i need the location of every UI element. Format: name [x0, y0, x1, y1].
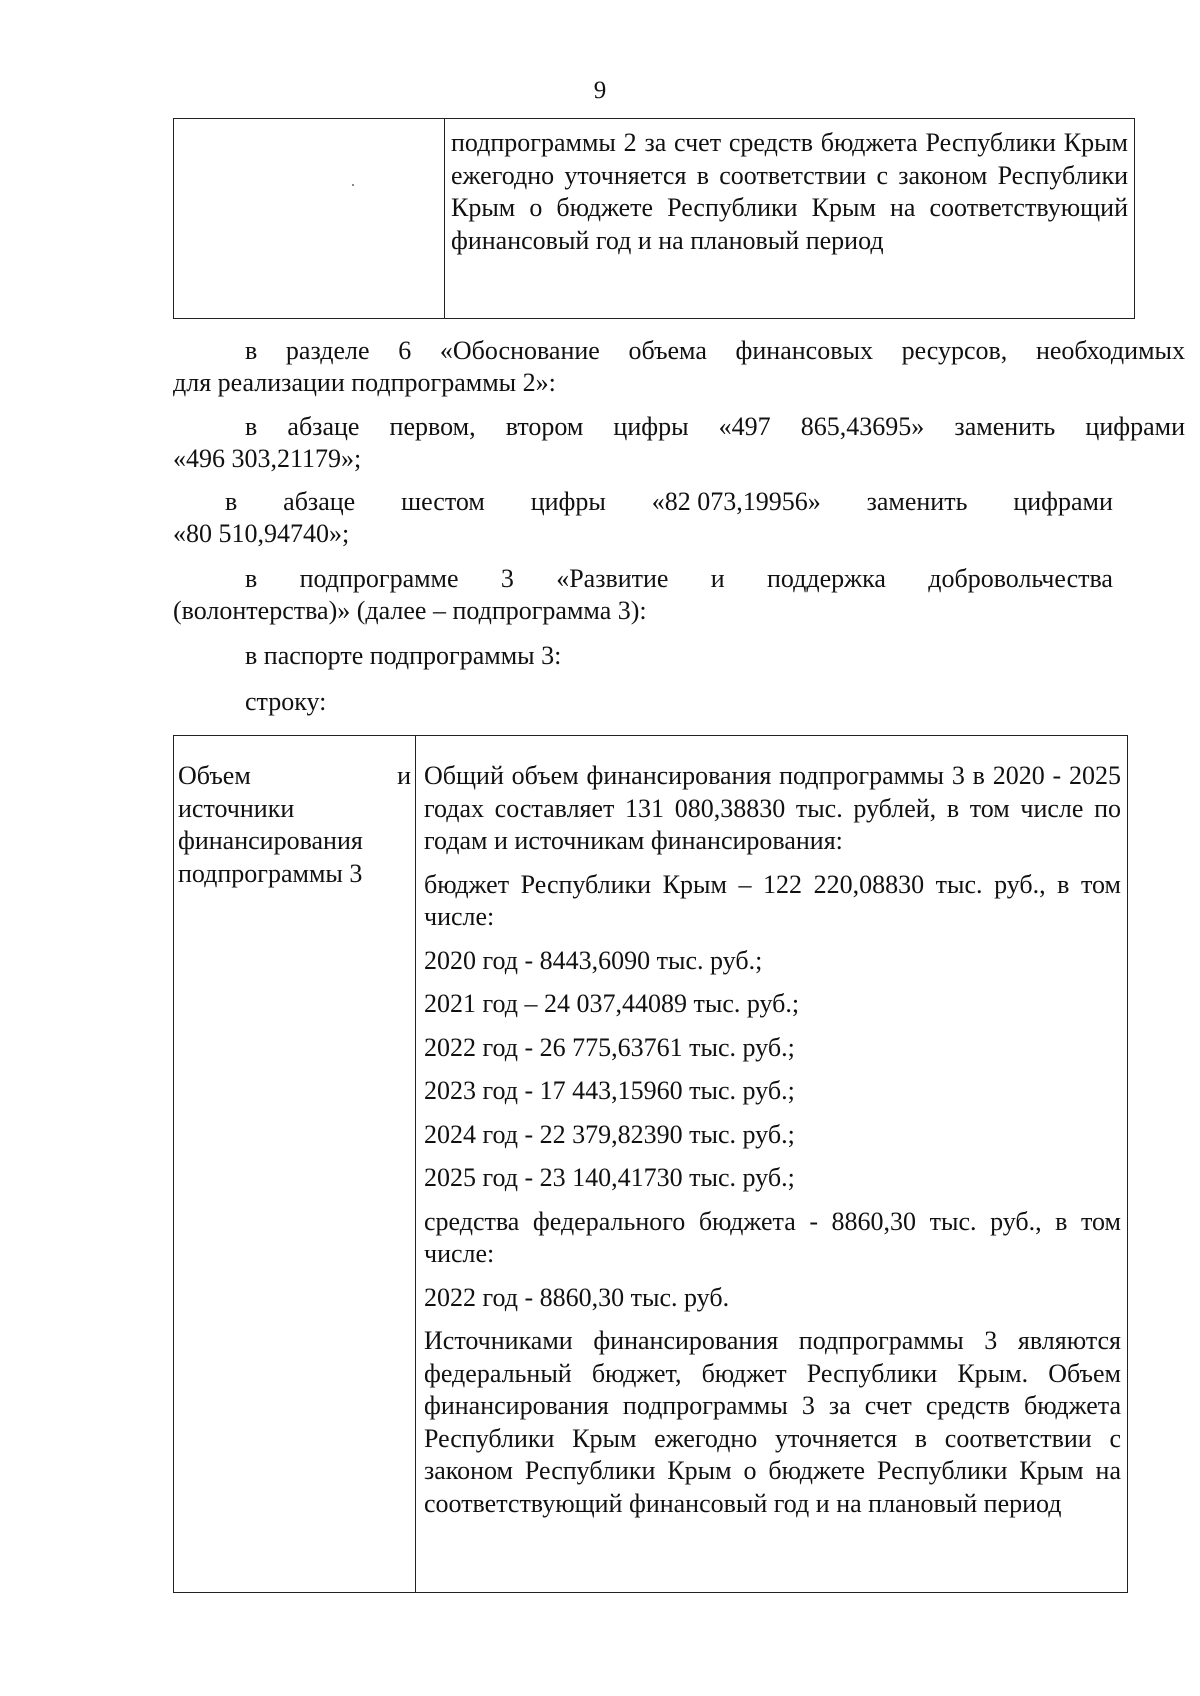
- financing-year-2025: 2025 год - 23 140,41730 тыс. руб.;: [424, 1163, 795, 1192]
- heading-word: и: [397, 761, 411, 790]
- table1-right-cell: [445, 119, 1135, 319]
- financing-heading-line-1: [178, 760, 411, 793]
- p3-word: абзаце: [283, 487, 356, 516]
- financing-year-2022: 2022 год - 26 775,63761 тыс. руб.;: [424, 1032, 795, 1062]
- financing-federal-2022: 2022 год - 8860,30 тыс. руб.: [424, 1282, 730, 1312]
- paragraph-subprogram-3-line-1: [245, 563, 1113, 595]
- paragraph-sixth-line-1: [225, 486, 1113, 518]
- p4-word: и: [710, 564, 725, 593]
- paragraph-passport: в паспорте подпрограммы 3:: [245, 641, 562, 670]
- paragraph-sixth-line-2: «80 510,94740»;: [173, 519, 350, 548]
- p3-word: шестом: [401, 487, 485, 516]
- table2-right-cell: [416, 736, 1128, 1593]
- p4-word: в: [245, 564, 258, 593]
- paragraph-first-second: [173, 411, 1185, 475]
- passport-financing-table: [173, 735, 1128, 1593]
- table1-right-text: подпрограммы 2 за счет средств бюджета Республики Крым ежегодно уточняется в соответствии с законом Республики Крым о бюджете Республики Крым на соответствующий финансовый год и на плановый период: [451, 128, 1128, 255]
- paragraph-first-second-line-1: в абзаце первом, втором цифры «497 865,43695» заменить цифрами: [245, 412, 1185, 441]
- table1-left-cell: [174, 119, 445, 319]
- p4-word: подпрограмме: [299, 564, 459, 593]
- financing-crimea-budget: бюджет Республики Крым – 122 220,08830 тыс. руб., в том числе:: [424, 869, 1121, 931]
- paragraph-sixth: [173, 486, 1113, 550]
- paragraph-subprogram-3: [173, 563, 1113, 627]
- paragraph-section-6: [173, 335, 1185, 399]
- financing-year-2021: 2021 год – 24 037,44089 тыс. руб.;: [424, 989, 800, 1018]
- financing-year-2024: 2024 год - 22 379,82390 тыс. руб.;: [424, 1119, 795, 1149]
- p3-word: цифры: [530, 487, 606, 516]
- paragraph-subprogram-3-line-2: (волонтерства)» (далее – подпрограмма 3):: [173, 596, 647, 625]
- p4-word: поддержка: [767, 564, 886, 593]
- heading-word: Объем: [178, 761, 251, 790]
- p4-word: «Развитие: [556, 564, 669, 593]
- financing-year-2020: 2020 год - 8443,6090 тыс. руб.;: [424, 945, 763, 975]
- financing-total: Общий объем финансирования подпрограммы 3 в 2020 - 2025 годах составляет 131 080,38830 тыс. рублей, в том числе по годам и источникам финансирования:: [424, 761, 1121, 855]
- financing-heading: [174, 736, 415, 890]
- p4-word: добровольчества: [928, 564, 1113, 593]
- financing-year-2023: 2023 год - 17 443,15960 тыс. руб.;: [424, 1076, 795, 1105]
- financing-sources-note: Источниками финансирования подпрограммы 3 являются федеральный бюджет, бюджет Республики Крым. Объем финансирования подпрограммы 3 за счет средств бюджета Республики Крым ежегодно уточняется в соответствии с законом Республики Крым о бюджете Республики Крым на соответствующий финансовый год и на плановый период: [424, 1326, 1121, 1518]
- p3-word: в: [225, 487, 238, 516]
- financing-heading-rest: источники финансирования подпрограммы 3: [178, 793, 363, 888]
- scan-speck: [352, 184, 354, 186]
- paragraph-row: строку:: [245, 687, 327, 716]
- paragraph-section-6-line-1: в разделе 6 «Обоснование объема финансовых ресурсов, необходимых: [245, 336, 1185, 365]
- passport-table-continuation: [173, 118, 1135, 319]
- financing-federal-budget: средства федерального бюджета - 8860,30 тыс. руб., в том числе:: [424, 1206, 1121, 1268]
- p3-word: «82 073,19956»: [651, 487, 821, 516]
- table2-left-cell: [174, 736, 416, 1593]
- paragraph-section-6-line-2: для реализации подпрограммы 2»:: [173, 368, 556, 397]
- p3-word: заменить: [866, 487, 968, 516]
- paragraph-first-second-line-2: «496 303,21179»;: [173, 444, 362, 473]
- page-number: 9: [593, 77, 607, 104]
- financing-details: [416, 736, 1127, 1520]
- p4-word: 3: [500, 564, 514, 593]
- p3-word: цифрами: [1013, 487, 1113, 516]
